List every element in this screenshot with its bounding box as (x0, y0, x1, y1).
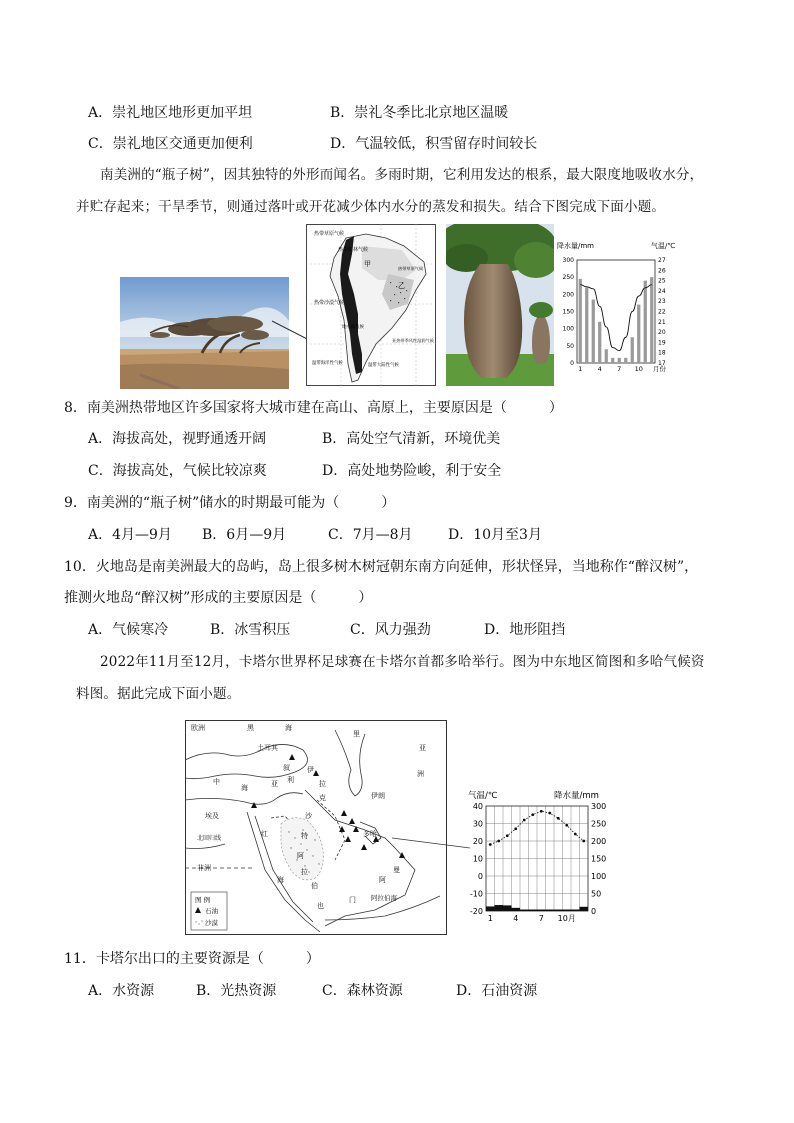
doha-chart-temp-point (506, 834, 509, 837)
q10-stem-line1: 10．火地岛是南美洲最大的岛屿，岛上很多树木树冠朝东南方向延伸，形状怪异，当地称作“醉汉树”， (64, 559, 699, 575)
bottle-chart-x-tick: 7 (617, 365, 622, 373)
bottle-chart-left-tick: 200 (562, 291, 574, 299)
q10-option-d: D．地形阻挡 (484, 622, 566, 638)
me-label-africa: 非洲 (197, 864, 211, 872)
bottle-chart-precip-bar (585, 287, 588, 363)
bottle-chart-right-tick: 23 (658, 298, 666, 306)
label-savanna-east: 热带草原气候 (398, 266, 424, 271)
bottle-chart-precip-bar (637, 305, 640, 363)
bottle-chart-precip-bar (644, 281, 647, 363)
doha-chart-precip-bar (495, 905, 504, 911)
label-subtropical: 亚热带季风性湿润气候 (392, 338, 434, 343)
bottle-chart-right-tick: 20 (658, 329, 666, 337)
doha-chart-right-tick: 300 (591, 802, 607, 811)
me-label-la2: 拉 (301, 868, 308, 876)
bottle-chart-right-tick: 27 (658, 257, 666, 264)
doha-chart-precip-bar (520, 910, 529, 912)
doha-chart-right-label: 降水量/mm (554, 791, 599, 801)
doha-chart-temp-point (514, 827, 517, 830)
q11-option-a: A．水资源 (88, 983, 155, 999)
q9-option-a: A．4月—9月 (88, 527, 172, 543)
q10-option-c: C．风力强劲 (350, 622, 431, 638)
q8-option-a: A．海拔高处，视野通透开阔 (88, 431, 267, 447)
doha-chart-left-tick: 30 (472, 819, 483, 829)
bottle-tree-climate-chart (555, 240, 680, 374)
bottle-chart-precip-bar (598, 322, 601, 363)
doha-chart-precip-bar (537, 910, 546, 912)
doha-chart-x-tick: 7 (538, 914, 544, 923)
q11-stem: 11．卡塔尔出口的主要资源是（ ） (64, 951, 320, 967)
q7-option-d: D．气温较低，积雪留存时间较长 (330, 136, 538, 152)
q10-option-a: A．气候寒冷 (88, 622, 169, 638)
me-label-ye: 也 (317, 902, 324, 910)
q7-option-c: C．崇礼地区交通更加便利 (88, 136, 253, 152)
bottle-chart-temp-line (580, 285, 652, 351)
q9-stem: 9．南美洲的“瓶子树”储水的时期最可能为（ ） (64, 495, 396, 511)
q7-option-b: B．崇礼冬季比北京地区温暖 (330, 105, 509, 121)
doha-chart-right-tick: 0 (591, 907, 597, 916)
leaning-tree-photo (120, 277, 289, 389)
doha-chart-precip-bar (529, 910, 538, 912)
bottle-chart-right-tick: 19 (658, 339, 666, 347)
me-label-ke: 克 (319, 794, 326, 802)
doha-chart-precip-bar (503, 905, 512, 911)
bottle-chart-right-label: 气温/℃ (651, 242, 676, 250)
me-label-li: 里 (353, 730, 360, 738)
me-label-egypt: 埃及 (205, 812, 219, 820)
me-label-a2: 阿 (379, 876, 386, 884)
q11-option-b: B．光热资源 (196, 983, 277, 999)
q8-stem: 8．南美洲热带地区许多国家将大城市建在高山、高原上，主要原因是（ ） (64, 400, 563, 416)
doha-chart-precip-bar (571, 910, 580, 912)
doha-chart-temp-point (531, 813, 534, 816)
doha-chart-temp-point (489, 843, 492, 846)
doha-chart-temp-point (557, 817, 560, 820)
bottle-chart-right-tick: 25 (658, 277, 666, 285)
q11-option-d: D．石油资源 (456, 983, 538, 999)
doha-chart-precip-bar (554, 910, 563, 912)
label-rainforest: 热带雨林气候 (338, 247, 369, 253)
intro2-line1: 2022年11月至12月，卡塔尔世界杯足球赛在卡塔尔首都多哈举行。图为中东地区简图和多哈气候资 (100, 654, 705, 670)
me-label-xu: 叙 (283, 764, 290, 772)
me-label-sea1: 海 (285, 724, 292, 732)
me-label-hong: 红 (261, 830, 268, 838)
doha-chart-precip-bar (486, 906, 495, 911)
me-label-la: 拉 (319, 780, 326, 788)
doha-chart-temp-point (540, 810, 543, 813)
me-label-li2: 利 (287, 776, 294, 784)
label-jia: 甲 (364, 260, 371, 268)
label-desert: 热带沙漠气候 (314, 300, 345, 306)
bottle-chart-left-tick: 50 (566, 342, 574, 350)
bottle-chart-precip-bar (592, 299, 595, 363)
doha-chart-right-tick: 50 (591, 889, 602, 899)
bottle-chart-right-tick: 26 (658, 267, 666, 275)
bottle-chart-x-tick: 4 (597, 365, 602, 373)
me-label-a: 阿 (297, 852, 304, 860)
doha-chart-temp-point (582, 840, 585, 843)
bottle-chart-left-label: 降水量/mm (557, 242, 594, 250)
me-label-iran: 伊朗 (371, 792, 385, 800)
me-label-men: 门 (349, 896, 356, 904)
doha-chart-temp-point (574, 833, 577, 836)
bottle-chart-left-tick: 300 (562, 257, 574, 264)
bottle-chart-left-tick: 100 (562, 325, 574, 333)
me-label-ya: 亚 (271, 780, 278, 788)
q11-option-c: C．森林资源 (322, 983, 403, 999)
legend-oil: 石油 (205, 907, 218, 915)
doha-chart-right-tick: 100 (591, 872, 607, 881)
bottle-chart-right-tick: 18 (658, 349, 666, 357)
label-continental: 温带大陆性气候 (368, 363, 399, 368)
me-label-sha: 沙 (305, 812, 312, 820)
doha-chart-temp-point (565, 824, 568, 827)
q10-option-b: B．冰雪积压 (210, 622, 291, 638)
q8-option-d: D．高处地势险峻，利于安全 (322, 463, 502, 479)
doha-chart-right-tick: 250 (591, 819, 607, 829)
doha-chart-left-tick: 40 (472, 802, 483, 811)
label-yi: 乙 (398, 282, 405, 290)
bottle-chart-x-tick: 1 (578, 365, 583, 373)
middle-east-map (185, 720, 447, 935)
doha-chart-temp-point (497, 840, 500, 843)
bottle-chart-right-tick: 17 (658, 360, 666, 367)
q7-option-a: A．崇礼地区地形更加平坦 (88, 105, 253, 121)
me-label-zhong: 中 (213, 778, 220, 786)
intro2-line2: 料图。据此完成下面小题。 (76, 686, 241, 702)
q9-option-d: D．10月至3月 (448, 527, 542, 543)
q10-stem-line2: 推测火地岛“醉汉树”形成的主要原因是（ ） (64, 590, 373, 606)
doha-chart-left-tick: 20 (472, 837, 483, 846)
me-label-hai3: 海 (277, 876, 284, 884)
q8-option-c: C．海拔高处，气候比较凉爽 (88, 463, 267, 479)
bottle-chart-precip-bar (611, 358, 614, 363)
doha-chart-temp-point (548, 812, 551, 815)
me-label-zhou: 洲 (417, 770, 424, 778)
doha-chart-right-tick: 150 (591, 854, 607, 864)
doha-chart-right-tick: 200 (591, 837, 607, 846)
doha-connector-line (392, 836, 472, 852)
south-america-map (306, 224, 436, 386)
me-label-turkey: 土耳其 (257, 744, 278, 752)
label-mediterranean: 地中海气候 (342, 325, 364, 330)
intro1-line1: 南美洲的“瓶子树”，因其独特的外形而闻名。多雨时期，它利用发达的根系，最大限度地吸收水分， (100, 167, 704, 183)
bottle-tree-photo (446, 224, 554, 386)
bottle-chart-left-tick: 0 (570, 360, 574, 367)
bottle-chart-right-tick: 21 (658, 318, 666, 326)
me-label-hai2: 海 (241, 784, 248, 792)
bottle-chart-precip-bar (650, 277, 653, 363)
me-label-te: 特 (301, 832, 308, 840)
doha-chart-left-tick: -10 (469, 889, 483, 899)
me-label-black: 黑 (247, 724, 254, 732)
legend-desert: 沙漠 (205, 919, 218, 927)
doha-chart-x-tick: 1 (487, 914, 493, 923)
bottle-chart-right-tick: 24 (658, 287, 666, 295)
label-savanna-top: 热带草原气候 (314, 231, 345, 237)
me-label-europe: 欧洲 (191, 724, 205, 732)
doha-chart-temp-point (523, 819, 526, 822)
bottle-chart-precip-bar (631, 337, 634, 363)
q9-option-b: B．6月—9月 (202, 527, 287, 543)
bottle-chart-precip-bar (605, 349, 608, 363)
me-label-doha: 多哈 (363, 830, 377, 838)
me-label-yi: 伊 (307, 766, 314, 774)
bottle-chart-precip-bar (618, 358, 621, 363)
doha-chart-left-tick: 0 (477, 872, 483, 881)
bottle-chart-precip-bar (624, 358, 627, 363)
doha-chart-left-tick: 10 (472, 854, 483, 864)
bottle-chart-left-tick: 250 (562, 274, 574, 282)
me-label-asia: 亚 (419, 744, 426, 752)
me-label-bo: 伯 (311, 882, 318, 890)
q8-option-b: B．高处空气清新，环境优美 (322, 431, 501, 447)
q9-option-c: C．7月—8月 (328, 527, 413, 543)
doha-chart-left-label: 气温/℃ (468, 791, 498, 801)
bottle-chart-precip-bar (579, 279, 582, 363)
bottle-chart-left-tick: 150 (562, 308, 574, 316)
me-label-man: 曼 (393, 866, 400, 874)
doha-chart-precip-bar (563, 910, 572, 912)
doha-chart-precip-bar (580, 907, 589, 911)
label-maritime: 温带海洋性气候 (312, 361, 343, 366)
doha-chart-precip-bar (546, 910, 555, 912)
legend-title: 图 例 (195, 896, 211, 904)
me-label-arabian-sea: 阿拉伯海 (371, 894, 397, 902)
me-label-tropic: 北回归线 (197, 835, 222, 842)
intro1-line2: 并贮存起来；干旱季节，则通过落叶或开花减少体内水分的蒸发和损失。结合下图完成下面小题。 (76, 199, 666, 215)
bottle-chart-right-tick: 22 (658, 308, 666, 316)
doha-chart-x-tick: 10月 (557, 914, 576, 923)
bottle-chart-x-tick: 10 (634, 365, 643, 373)
doha-chart-left-tick: -20 (469, 907, 483, 916)
doha-chart-x-tick: 4 (513, 914, 519, 923)
doha-climate-chart (462, 786, 612, 924)
bottle-chart-x-unit: 月份 (653, 365, 666, 373)
doha-chart-precip-bar (512, 908, 521, 911)
